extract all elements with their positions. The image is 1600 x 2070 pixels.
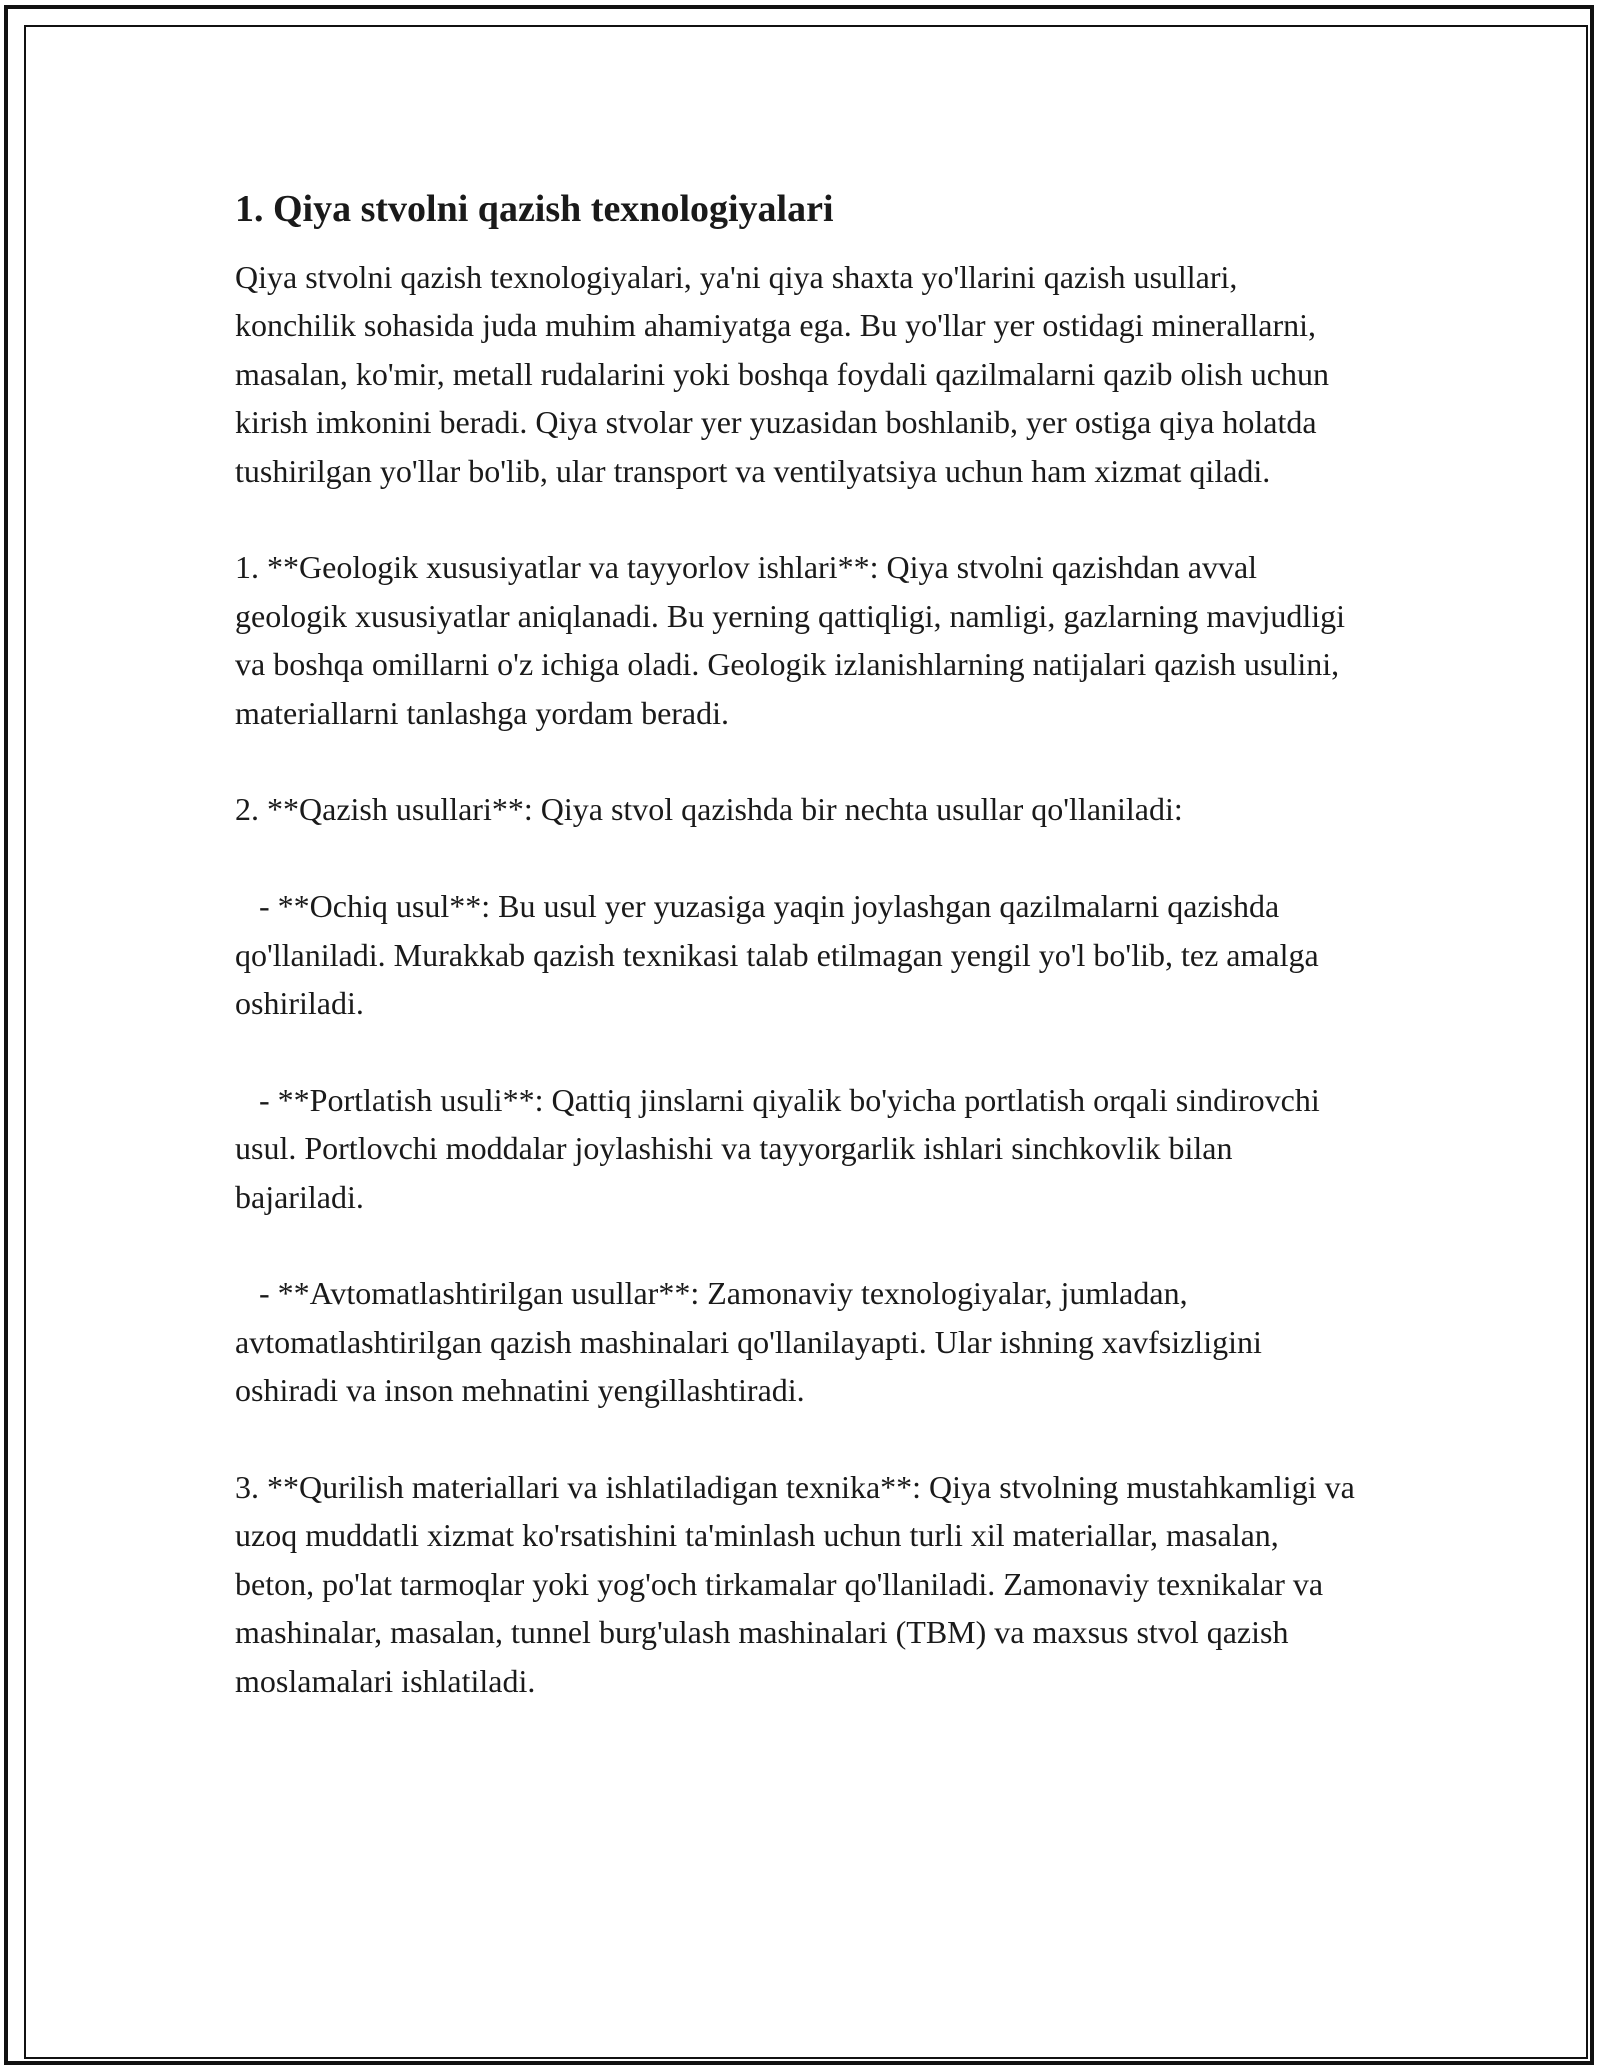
paragraph-open-method: - **Ochiq usul**: Bu usul yer yuzasiga yaqin joylashgan qazilmalarni qazishda qo'llaniladi. Murakkab qazish texnikasi talab etilmagan yengil yo'l bo'lib, tez amalga oshiriladi.: [235, 888, 1327, 1022]
paragraph-automated-methods: - **Avtomatlashtirilgan usullar**: Zamonaviy texnologiyalar, jumladan, avtomatlashtirilgan qazish mashinalari qo'llanilayapti. Ular ishning xavfsizligini oshiradi va inson mehnatini yengillashtiradi.: [235, 1275, 1270, 1409]
paragraph-geology: 1. **Geologik xususiyatlar va tayyorlov ishlari**: Qiya stvolni qazishdan avval geologik xususiyatlar aniqlanadi. Bu yerning qattiqligi, namligi, gazlarning mavjudligi va boshqa omillarni o'z ichiga oladi. Geologik izlanishlarning natijalari qazish usulini, materiallarni tanlashga yordam beradi.: [235, 549, 1354, 731]
document-title: 1. Qiya stvolni qazish texnologiyalari: [235, 188, 834, 230]
paragraph-intro: Qiya stvolni qazish texnologiyalari, ya'ni qiya shaxta yo'llarini qazish usullari, konchilik sohasida juda muhim ahamiyatga ega. Bu yo'llar yer ostidagi minerallarni, masalan, ko'mir, metall rudalarini yoki boshqa foydali qazilmalarni qazib olish uchun kirish imkonini beradi. Qiya stvolar yer yuzasidan boshlanib, yer ostiga qiya holatda tushirilgan yo'llar bo'lib, ular transport va ventilyatsiya uchun ham xizmat qiladi.: [235, 259, 1337, 489]
paragraph-methods: 2. **Qazish usullari**: Qiya stvol qazishda bir nechta usullar qo'llaniladi:: [235, 791, 1183, 828]
document-body: [235, 185, 1365, 1705]
paragraph-materials: 3. **Qurilish materiallari va ishlatiladigan texnika**: Qiya stvolning mustahkamligi va uzoq muddatli xizmat ko'rsatishini ta'minlash uchun turli xil materiallar, masalan, beton, po'lat tarmoqlar yoki yog'och tirkamalar qo'llaniladi. Zamonaviy texnikalar va mashinalar, masalan, tunnel burg'ulash mashinalari (TBM) va maxsus stvol qazish moslamalari ishlatiladi.: [235, 1469, 1363, 1699]
paragraph-blasting-method: - **Portlatish usuli**: Qattiq jinslarni qiyalik bo'yicha portlatish orqali sindirovchi usul. Portlovchi moddalar joylashishi va tayyorgarlik ishlari sinchkovlik bilan bajariladi.: [235, 1081, 1328, 1215]
